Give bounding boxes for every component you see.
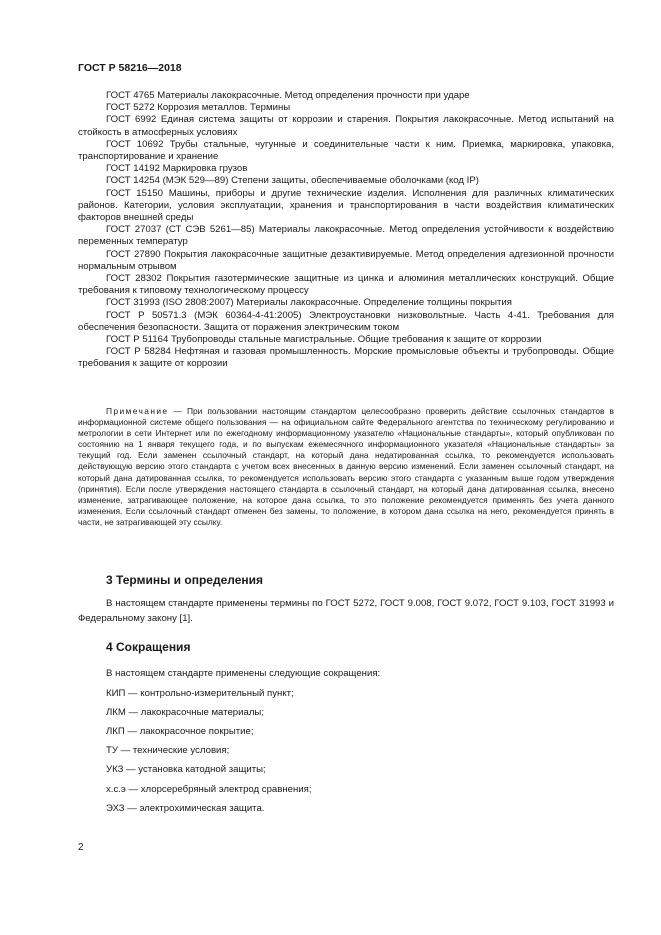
reference-item: ГОСТ 27037 (СТ СЭВ 5261—85) Материалы лакокрасочные. Метод определения устойчивости к воздействию переменных температур [78,224,614,248]
abbreviation-item: ТУ — технические условия; [106,745,230,756]
abbreviation-item: ЛКМ — лакокрасочные материалы; [106,707,264,718]
section-4-intro: В настоящем стандарте применены следующие сокращения: [106,668,381,679]
reference-item: ГОСТ Р 50571.3 (МЭК 60364-4-41:2005) Электроустановки низковольтные. Часть 4-41. Требования для обеспечения безопасности. Защита от поражения электрическим током [78,309,614,333]
reference-item: ГОСТ 10692 Трубы стальные, чугунные и соединительные части к ним. Приемка, маркировка, упаковка, транспортирование и хранение [78,138,614,163]
abbreviation-item: КИП — контрольно-измерительный пункт; [106,688,294,699]
section-4-title: 4 Сокращения [106,640,191,654]
reference-item: ГОСТ Р 58284 Нефтяная и газовая промышленность. Морские промысловые объекты и трубопроводы. Общие требования к защите от коррозии [78,346,614,370]
document-header: ГОСТ Р 58216—2018 [78,62,182,74]
reference-item: ГОСТ 4765 Материалы лакокрасочные. Метод определения прочности при ударе [106,90,470,101]
page-number: 2 [78,842,84,853]
abbreviation-item: х.с.э — хлорсеребряный электрод сравнения; [106,784,312,795]
note-label: Примечание [106,406,169,416]
abbreviation-item: УКЗ — установка катодной защиты; [106,764,266,775]
reference-item: ГОСТ 14192 Маркировка грузов [106,163,248,175]
reference-item: ГОСТ 28302 Покрытия газотермические защитные из цинка и алюминия металлических конструкций. Общие требования к типовому технологическому процессу [78,273,614,297]
note-text: — При пользовании настоящим стандартом целесообразно проверить действие ссылочных стандартов в информационной системе общего пользования — на официальном сайте Федерального агентства по техническому регулированию и метрологии в сети Интернет или по ежегодному информационному указателю «Национальные стандарты», который опубликован по состоянию на 1 января текущего года, и по выпускам ежемесячного информационного указателя «Национальные стандарты» за текущий год. Если заменен ссылочный стандарт, на который дана недатированная ссылка, то рекомендуется использовать действующую версию этого стандарта с учетом всех внесенных в данную версию изменений. Если заменен ссылочный стандарт, на который дана датированная ссылка, то рекомендуется использовать версию этого стандарта с указанным выше годом утверждения (принятия). Если после утверждения настоящего стандарта в ссылочный стандарт, на который дана датированная ссылка, внесено изменение, затрагивающее положение, на которое дана ссылка, то это положение рекомендуется применять без учета данного изменения. Если ссылочный стандарт отменен без замены, то положение, в котором дана ссылка на него, рекомендуется принять в части, не затрагивающей эту ссылку. [78,406,614,527]
section-3-text: В настоящем стандарте применены термины по ГОСТ 5272, ГОСТ 9.008, ГОСТ 9.072, ГОСТ 9.103, ГОСТ 31993 и Федеральному закону [1]. [78,598,614,624]
abbreviation-item: ЛКП — лакокрасочное покрытие; [106,726,254,737]
reference-item: ГОСТ 31993 (ISO 2808:2007) Материалы лакокрасочные. Определение толщины покрытия [106,297,512,309]
reference-list [78,90,614,371]
reference-item: ГОСТ Р 51164 Трубопроводы стальные магистральные. Общие требования к защите от коррозии [106,334,542,346]
note-block [78,406,614,528]
reference-item: ГОСТ 14254 (МЭК 529—89) Степени защиты, обеспечиваемые оболочками (код IP) [106,175,479,187]
section-3-title: 3 Термины и определения [106,573,264,587]
abbreviation-item: ЭХЗ — электрохимическая защита. [106,803,265,814]
reference-item: ГОСТ 27890 Покрытия лакокрасочные защитные дезактивируемые. Метод определения адгезионной прочности нормальным отрывом [78,248,614,272]
reference-item: ГОСТ 15150 Машины, приборы и другие технические изделия. Исполнения для различных климатических районов. Категории, условия эксплуатации, хранения и транспортирования в части воздействия климатических факторов внешней среды [78,187,614,224]
reference-item: ГОСТ 5272 Коррозия металлов. Термины [106,102,291,114]
reference-item: ГОСТ 6992 Единая система защиты от коррозии и старения. Покрытия лакокрасочные. Метод испытаний на стойкость в атмосферных условиях [78,114,614,138]
